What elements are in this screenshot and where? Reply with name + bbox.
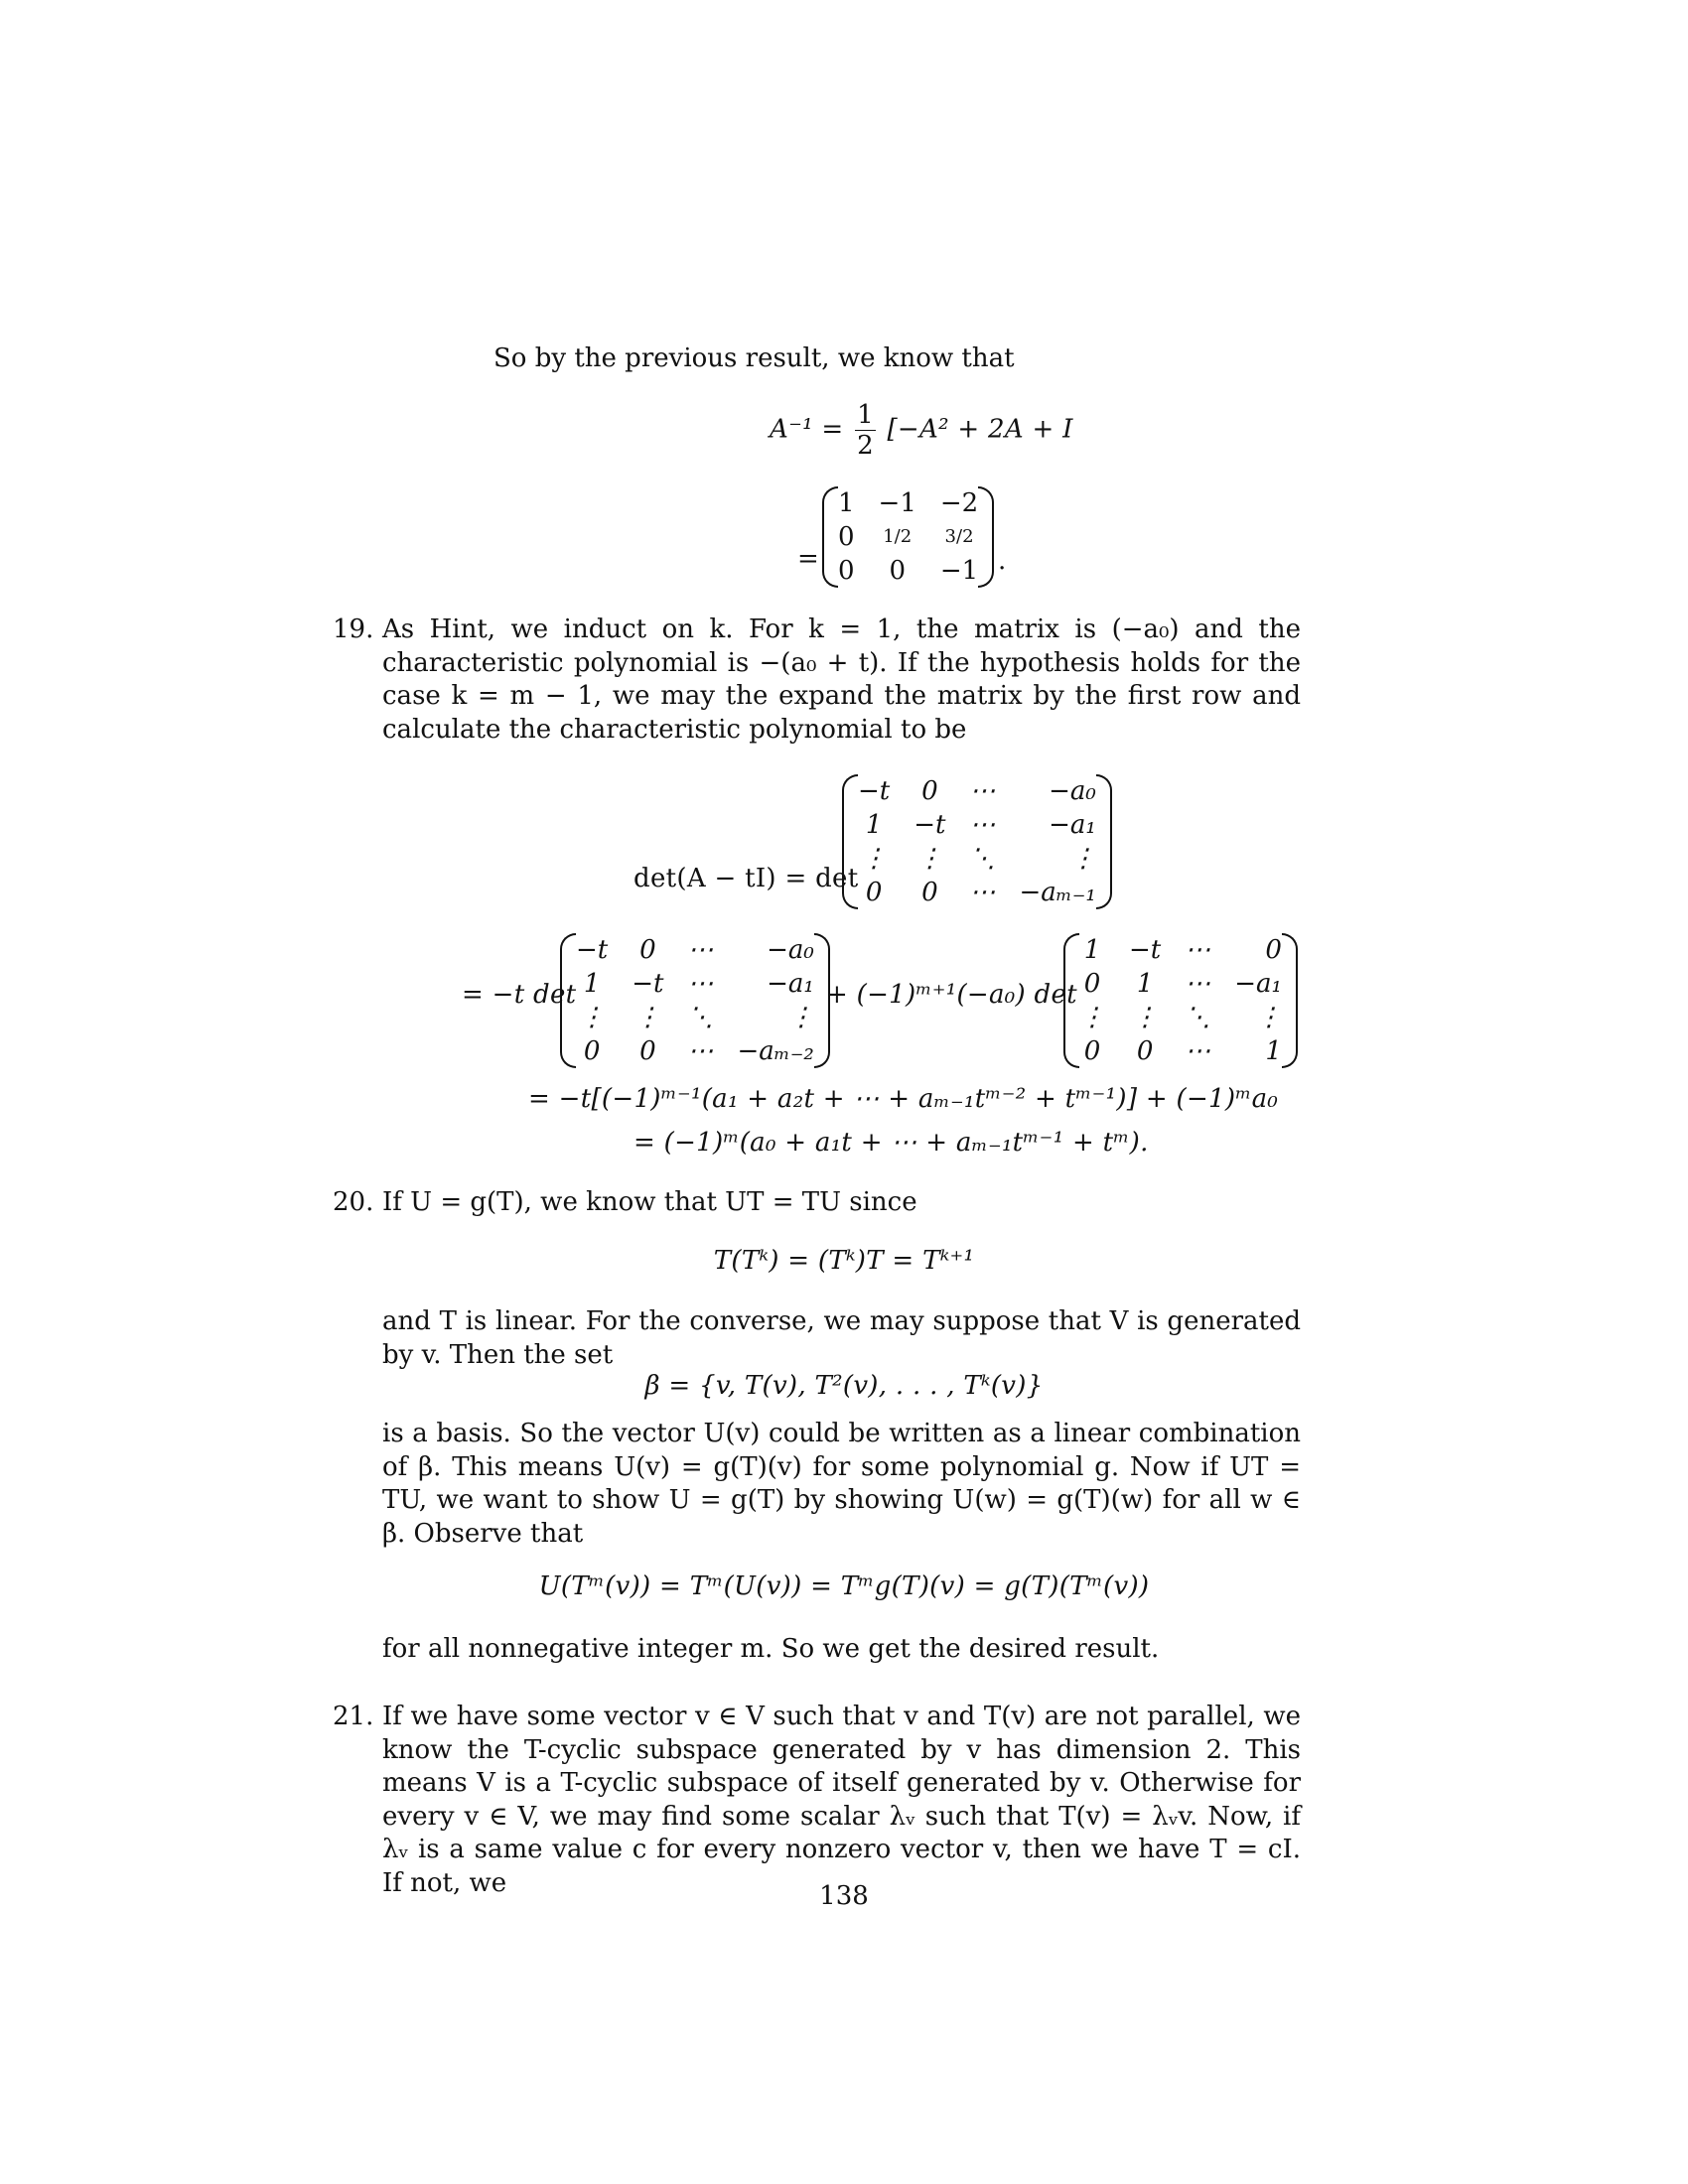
m-cell: −1 — [878, 488, 916, 518]
expand-prefix: = −t det — [462, 980, 577, 1010]
m-cell: ⋮ — [916, 844, 943, 874]
m-cell: ⋯ — [969, 776, 996, 806]
item-19-text: As Hint, we induct on k. For k = 1, the matrix is (−a₀) and the characteristic polynomial is −(a₀ + t). If the hypothesis holds for the case k = m − 1, we may the expand the matrix by the first row and calculate the characteristic polynomial to be — [382, 614, 1301, 745]
inverse-matrix — [826, 486, 990, 588]
m-cell: −a₁ — [1234, 969, 1282, 999]
frac-num: 1 — [857, 400, 874, 430]
m-cell: 0 — [1136, 1036, 1154, 1066]
m-cell: 0 — [921, 878, 938, 907]
m-cell: 1 — [1083, 935, 1101, 965]
inverse-rhs: [−A² + 2A + I — [887, 414, 1073, 445]
item-19 — [333, 614, 1301, 747]
inverse-equation — [770, 402, 1073, 459]
item-20-text-1: If U = g(T), we know that UT = TU since — [382, 1187, 917, 1217]
m-cell: 1/2 — [883, 526, 913, 547]
det-big-matrix — [846, 774, 1108, 909]
det-lhs: det(A − tI) = det — [633, 864, 859, 893]
m-cell: −2 — [939, 488, 979, 518]
m-cell: −1 — [939, 556, 979, 586]
m-cell: 1 — [1265, 1036, 1282, 1066]
matrix-equals: = — [797, 544, 820, 574]
middle-term: + (−1)ᵐ⁺¹(−a₀) det — [826, 980, 1077, 1010]
one-half-fraction — [855, 402, 876, 459]
m-cell: ⋯ — [969, 878, 996, 907]
m-cell: 1 — [583, 969, 601, 999]
item-number: 19. — [333, 614, 374, 644]
m-cell: 1 — [865, 810, 883, 840]
m-cell: ⋯ — [1185, 969, 1211, 999]
frac-den: 2 — [857, 431, 874, 461]
matrix-period: . — [998, 546, 1007, 576]
m-cell: −t — [632, 969, 664, 999]
m-cell: ⋯ — [687, 1036, 714, 1066]
m-cell: 0 — [583, 1036, 601, 1066]
item-20-eq-3: U(Tᵐ(v)) = Tᵐ(U(v)) = Tᵐg(T)(v) = g(T)(Tᵐ(v)) — [538, 1571, 1150, 1601]
m-cell: 0 — [865, 878, 883, 907]
item-20-eq-2: β = {v, T(v), T²(v), . . . , Tᵏ(v)} — [644, 1371, 1044, 1401]
m-cell: ⋯ — [687, 969, 714, 999]
m-cell: −aₘ₋₁ — [1019, 878, 1096, 907]
item-number: 21. — [333, 1702, 374, 1731]
m-cell: 3/2 — [944, 526, 974, 547]
m-cell: ⋮ — [579, 1003, 606, 1032]
m-cell: 0 — [921, 776, 938, 806]
m-cell: 0 — [1083, 969, 1101, 999]
m-cell: 0 — [838, 556, 855, 586]
item-20 — [333, 1186, 1301, 1220]
m-cell: −t — [914, 810, 946, 840]
m-cell: ⋯ — [969, 810, 996, 840]
inverse-lhs: A⁻¹ = — [770, 414, 844, 445]
page-number: 138 — [819, 1881, 869, 1911]
m-cell: ⋯ — [1185, 935, 1211, 965]
item-21-text: If we have some vector v ∈ V such that v and T(v) are not parallel, we know the T-cyclic subspace generated by v has dimension 2. This means V is a T-cyclic subspace of itself generated by v. Otherwise for every v ∈ V, we may find some scalar λᵥ such that T(v) = λᵥv. Now, if λᵥ is a same value c for every nonzero vector v, then we have T = cI. If not, we — [382, 1702, 1301, 1898]
m-cell: −aₘ₋₂ — [737, 1036, 814, 1066]
m-cell: 0 — [1083, 1036, 1101, 1066]
m-cell: 1 — [1136, 969, 1154, 999]
expansion-line-3: = −t[(−1)ᵐ⁻¹(a₁ + a₂t + ⋯ + aₘ₋₁tᵐ⁻² + tᵐ⁻¹)] + (−1)ᵐa₀ — [528, 1084, 1279, 1114]
expansion-line-4: = (−1)ᵐ(a₀ + a₁t + ⋯ + aₘ₋₁tᵐ⁻¹ + tᵐ). — [633, 1128, 1149, 1158]
m-cell: ⋮ — [1069, 844, 1096, 874]
m-cell: −a₁ — [1049, 810, 1096, 840]
m-cell: −a₁ — [767, 969, 814, 999]
m-cell: ⋱ — [969, 844, 996, 874]
m-cell: −a₀ — [767, 935, 814, 965]
item-20-eq-1: T(Tᵏ) = (Tᵏ)T = Tᵏ⁺¹ — [713, 1246, 975, 1276]
item-21 — [333, 1701, 1301, 1900]
item-20-text-3: is a basis. So the vector U(v) could be written as a linear combination of β. This means U(v) = g(T)(v) for some polynomial g. Now if UT = TU, we want to show U = g(T) by showing U(w) = g(T)(w) for all w ∈ β. Observe that — [382, 1419, 1301, 1549]
det-left-matrix — [564, 933, 826, 1068]
m-cell: ⋱ — [687, 1003, 714, 1032]
det-right-matrix — [1067, 933, 1294, 1068]
m-cell: 0 — [1265, 935, 1282, 965]
item-20-text-2: and T is linear. For the converse, we may suppose that V is generated by v. Then the set — [382, 1306, 1301, 1370]
m-cell: −t — [1129, 935, 1162, 965]
m-cell: −t — [576, 935, 609, 965]
m-cell: −t — [858, 776, 891, 806]
item-20-text-4: for all nonnegative integer m. So we get the desired result. — [382, 1634, 1160, 1664]
m-cell: ⋮ — [787, 1003, 814, 1032]
m-cell: 0 — [889, 556, 906, 586]
m-cell: ⋮ — [1079, 1003, 1105, 1032]
m-cell: 0 — [838, 522, 855, 552]
m-cell: 0 — [639, 1036, 656, 1066]
m-cell: ⋮ — [861, 844, 888, 874]
m-cell: ⋮ — [634, 1003, 661, 1032]
item-number: 20. — [333, 1187, 374, 1217]
m-cell: 1 — [838, 488, 855, 518]
m-cell: ⋯ — [687, 935, 714, 965]
m-cell: −a₀ — [1049, 776, 1096, 806]
m-cell: ⋮ — [1132, 1003, 1159, 1032]
m-cell: 0 — [639, 935, 656, 965]
m-cell: ⋮ — [1255, 1003, 1282, 1032]
intro-line: So by the previous result, we know that — [493, 343, 1015, 373]
m-cell: ⋱ — [1185, 1003, 1211, 1032]
m-cell: ⋯ — [1185, 1036, 1211, 1066]
